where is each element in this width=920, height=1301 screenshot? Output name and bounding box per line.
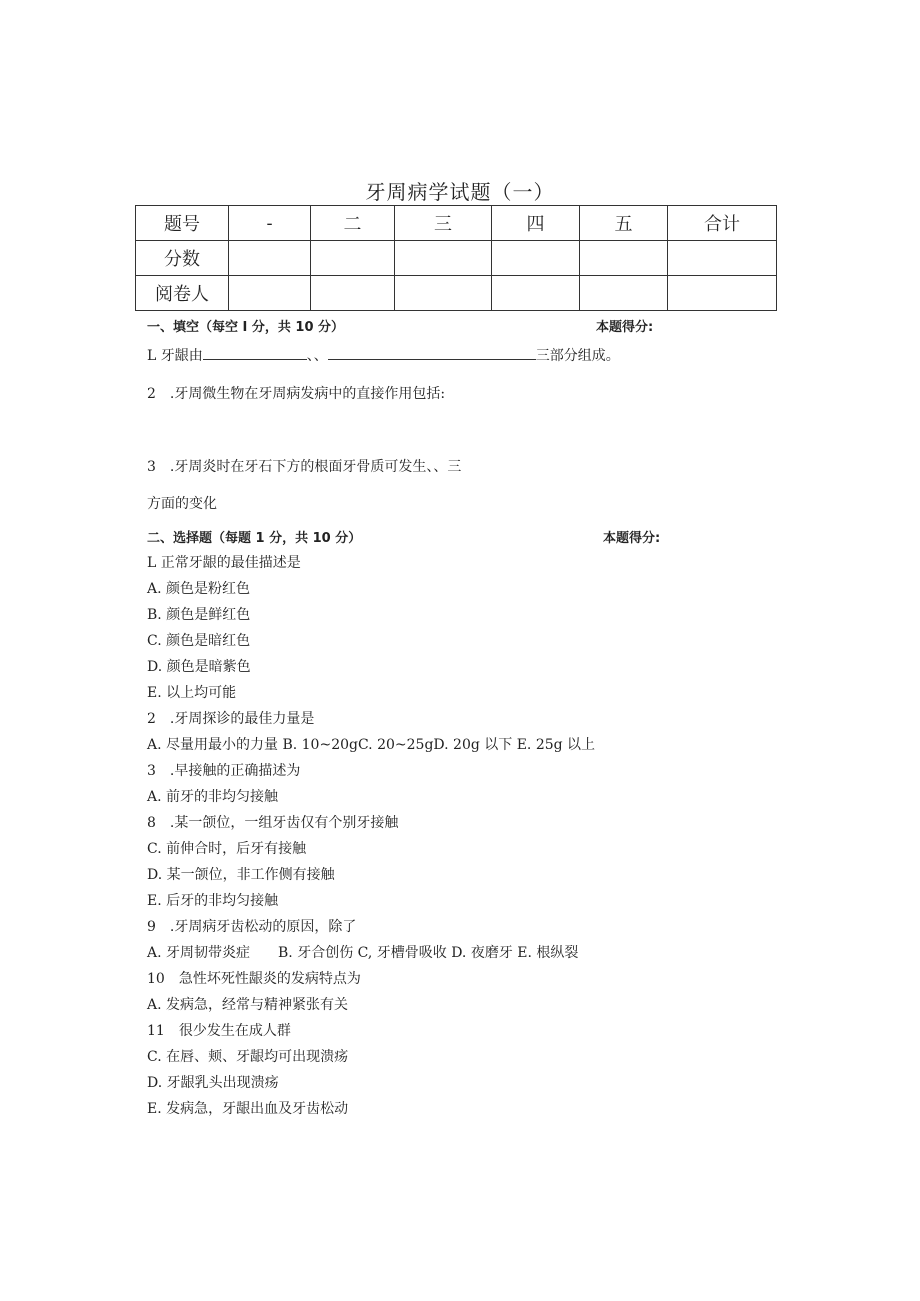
table-cell: 阅卷人 <box>136 276 229 311</box>
choice-line: A. 发病急，经常与精神紧张有关 <box>147 997 349 1013</box>
q1-prefix: L 牙龈由 <box>147 348 203 364</box>
section1-score-label: 本题得分: <box>596 320 654 335</box>
choice-line: B. 颜色是鲜红色 <box>147 607 251 623</box>
answer-blank <box>203 347 307 360</box>
choice-line: 8 .某一颌位，一组牙齿仅有个别牙接触 <box>147 815 399 831</box>
choice-line: E. 以上均可能 <box>147 685 237 701</box>
table-cell <box>395 276 492 311</box>
table-cell: 三 <box>395 206 492 241</box>
table-cell <box>395 241 492 276</box>
fill-question-3: 3 .牙周炎时在牙石下方的根面牙骨质可发生、、三 <box>147 459 462 475</box>
choice-line: A. 前牙的非均匀接触 <box>147 789 279 805</box>
table-cell <box>311 241 395 276</box>
choice-line: E. 发病急，牙龈出血及牙齿松动 <box>147 1101 349 1117</box>
table-cell: 五 <box>580 206 668 241</box>
choice-line: D. 某一颌位，非工作侧有接触 <box>147 867 335 883</box>
choice-line: 9 .牙周病牙齿松动的原因，除了 <box>147 919 357 935</box>
q1-suffix: 三部分组成。 <box>535 348 620 364</box>
choice-line: 2 .牙周探诊的最佳力量是 <box>147 711 315 727</box>
table-cell <box>492 241 580 276</box>
choice-line: C. 在唇、颊、牙龈均可出现溃疡 <box>147 1049 349 1065</box>
choice-line: C. 颜色是暗红色 <box>147 633 251 649</box>
fill-question-3-continued: 方面的变化 <box>147 496 217 512</box>
fill-question-2: 2 .牙周微生物在牙周病发病中的直接作用包括: <box>147 386 446 402</box>
choice-line: A. 颜色是粉红色 <box>147 581 251 597</box>
table-cell: 合计 <box>668 206 777 241</box>
section1-heading: 一、填空（每空 I 分，共 10 分） <box>147 320 345 335</box>
table-cell <box>311 276 395 311</box>
table-cell <box>229 276 311 311</box>
table-cell <box>492 276 580 311</box>
choice-line: A. 牙周韧带炎症 B. 牙合创伤 C, 牙槽骨吸收 D. 夜磨牙 E. 根纵裂 <box>147 945 579 961</box>
table-cell: 分数 <box>136 241 229 276</box>
choice-line: 10 急性坏死性龈炎的发病特点为 <box>147 971 361 987</box>
table-cell: 二 <box>311 206 395 241</box>
fill-question-1 <box>147 345 620 365</box>
table-cell: - <box>229 206 311 241</box>
choice-line: A. 尽量用最小的力量 B. 10~20gC. 20~25gD. 20g 以下 E. 25g 以上 <box>147 737 596 753</box>
table-cell: 题号 <box>136 206 229 241</box>
table-cell <box>668 276 777 311</box>
choice-line: E. 后牙的非均匀接触 <box>147 893 279 909</box>
section2-heading: 二、选择题（每题 1 分，共 10 分） <box>147 531 362 546</box>
choice-line: 3 .早接触的正确描述为 <box>147 763 301 779</box>
answer-blank <box>328 347 536 360</box>
table-cell <box>668 241 777 276</box>
table-row-question-number <box>136 206 777 241</box>
score-table <box>135 205 777 311</box>
choice-line: D. 牙龈乳头出现溃疡 <box>147 1075 279 1091</box>
section2-score-label: 本题得分: <box>603 531 661 546</box>
table-row-score <box>136 241 777 276</box>
table-cell <box>580 241 668 276</box>
choice-line: D. 颜色是暗紫色 <box>147 659 251 675</box>
choice-line: C. 前伸合时，后牙有接触 <box>147 841 307 857</box>
table-cell <box>229 241 311 276</box>
q1-mid: 、、 <box>306 348 328 364</box>
table-cell: 四 <box>492 206 580 241</box>
page-title: 牙周病学试题（一） <box>365 180 555 204</box>
choice-line: 11 很少发生在成人群 <box>147 1023 291 1039</box>
table-row-grader <box>136 276 777 311</box>
choice-line: L 正常牙龈的最佳描述是 <box>147 555 301 571</box>
table-cell <box>580 276 668 311</box>
